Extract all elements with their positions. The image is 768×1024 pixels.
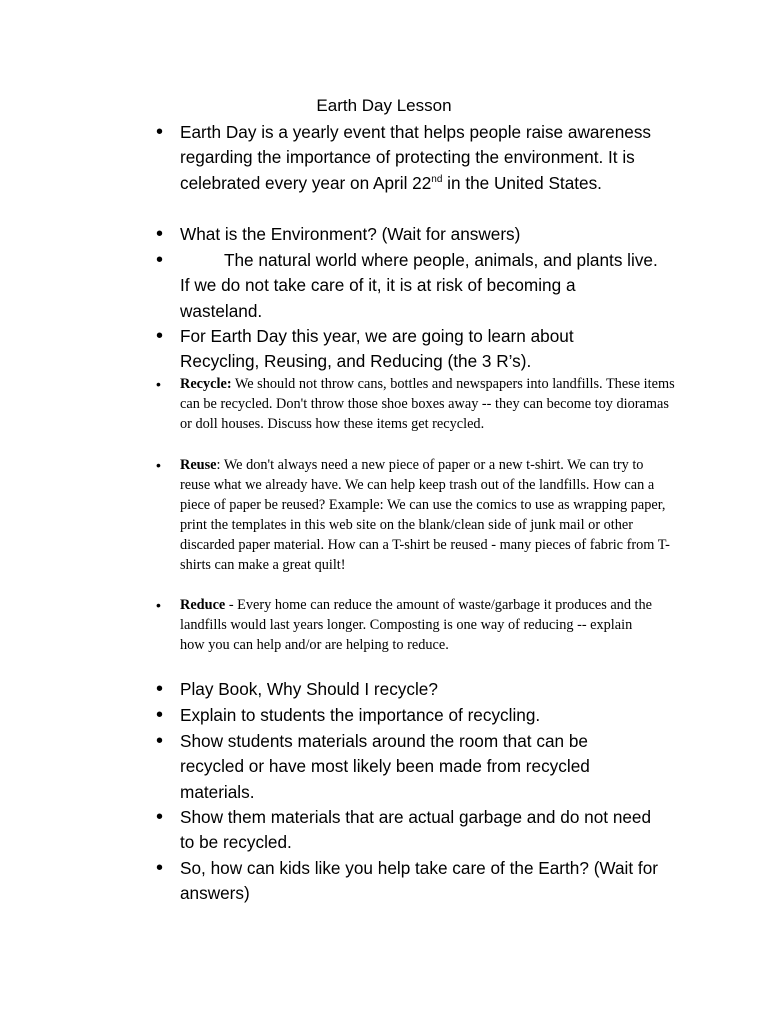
bullet-icon: • [156, 249, 164, 271]
list-item-kids-help-question [156, 856, 680, 907]
item-text: Show students materials around the room that can be recycled or have most likely been made from recycled materials. [180, 731, 590, 802]
item-text: - Every home can reduce the amount of waste/garbage it produces and the landfills would last years longer. Composting is one way of reducing -- explain how you can help and/or are helping to reduce. [180, 597, 653, 654]
list-item-play-book [156, 677, 680, 702]
term-reuse: Reuse [180, 457, 217, 473]
bullet-icon: • [156, 597, 161, 613]
item-text: For Earth Day this year, we are going to learn about Recycling, Reusing, and Reducing (the 3 R’s). [180, 326, 574, 372]
item-text: Explain to students the importance of recycling. [180, 705, 541, 725]
list-item-explain-recycling [156, 703, 680, 728]
bullet-icon: • [156, 376, 161, 392]
ordinal-suffix: nd [431, 173, 443, 185]
bullet-icon: • [156, 121, 164, 143]
list-item-reuse [156, 455, 675, 576]
item-text: So, how can kids like you help take care of the Earth? (Wait for answers) [180, 858, 658, 904]
document-title: Earth Day Lesson [316, 96, 452, 115]
item-text: The natural world where people, animals, and plants live. If we do not take care of it, it is at risk of becoming a wasteland. [180, 250, 658, 321]
bullet-icon: • [156, 457, 161, 473]
list-item-earth-day-definition [156, 120, 680, 196]
item-text: We should not throw cans, bottles and newspapers into landfills. These items can be recycled. Don't throw those shoe boxes away -- they can become toy dioramas or doll houses. Discuss how these items get recycled. [180, 376, 675, 433]
bullet-icon: • [156, 730, 164, 752]
bullet-icon: • [156, 857, 164, 879]
list-item-show-garbage [156, 805, 655, 856]
list-item-environment-question [156, 222, 680, 247]
item-text: Play Book, Why Should I recycle? [180, 679, 438, 699]
list-item-show-recycled-materials [156, 729, 640, 805]
list-item-recycle [156, 374, 680, 434]
item-text: What is the Environment? (Wait for answers) [180, 224, 521, 244]
bullet-icon: • [156, 704, 164, 726]
term-recycle: Recycle: [180, 376, 232, 392]
bullet-icon: • [156, 806, 164, 828]
bullet-icon: • [156, 223, 164, 245]
list-item-reduce [156, 595, 655, 655]
list-item-three-rs-intro [156, 324, 620, 375]
item-text: Show them materials that are actual garbage and do not need to be recycled. [180, 807, 652, 853]
list-item-environment-answer [156, 248, 660, 324]
bullet-icon: • [156, 325, 164, 347]
term-reduce: Reduce [180, 597, 226, 613]
item-text: Earth Day is a yearly event that helps people raise awareness regarding the importance of protecting the environment. It is celebrated every year on April 22 [180, 122, 652, 193]
item-text: : We don't always need a new piece of paper or a new t-shirt. We can try to reuse what we already have. We can help keep trash out of the landfills. How can a piece of paper be reused? Example: We can use the comics to use as wrapping paper, print the templates in this web site on the blank/clean side of junk mail or other discarded paper material. How can a T-shirt be reused - many pieces of fabric from T-shirts can make a great quilt! [180, 457, 670, 574]
bullet-icon: • [156, 678, 164, 700]
item-text-tail: in the United States. [442, 172, 602, 193]
